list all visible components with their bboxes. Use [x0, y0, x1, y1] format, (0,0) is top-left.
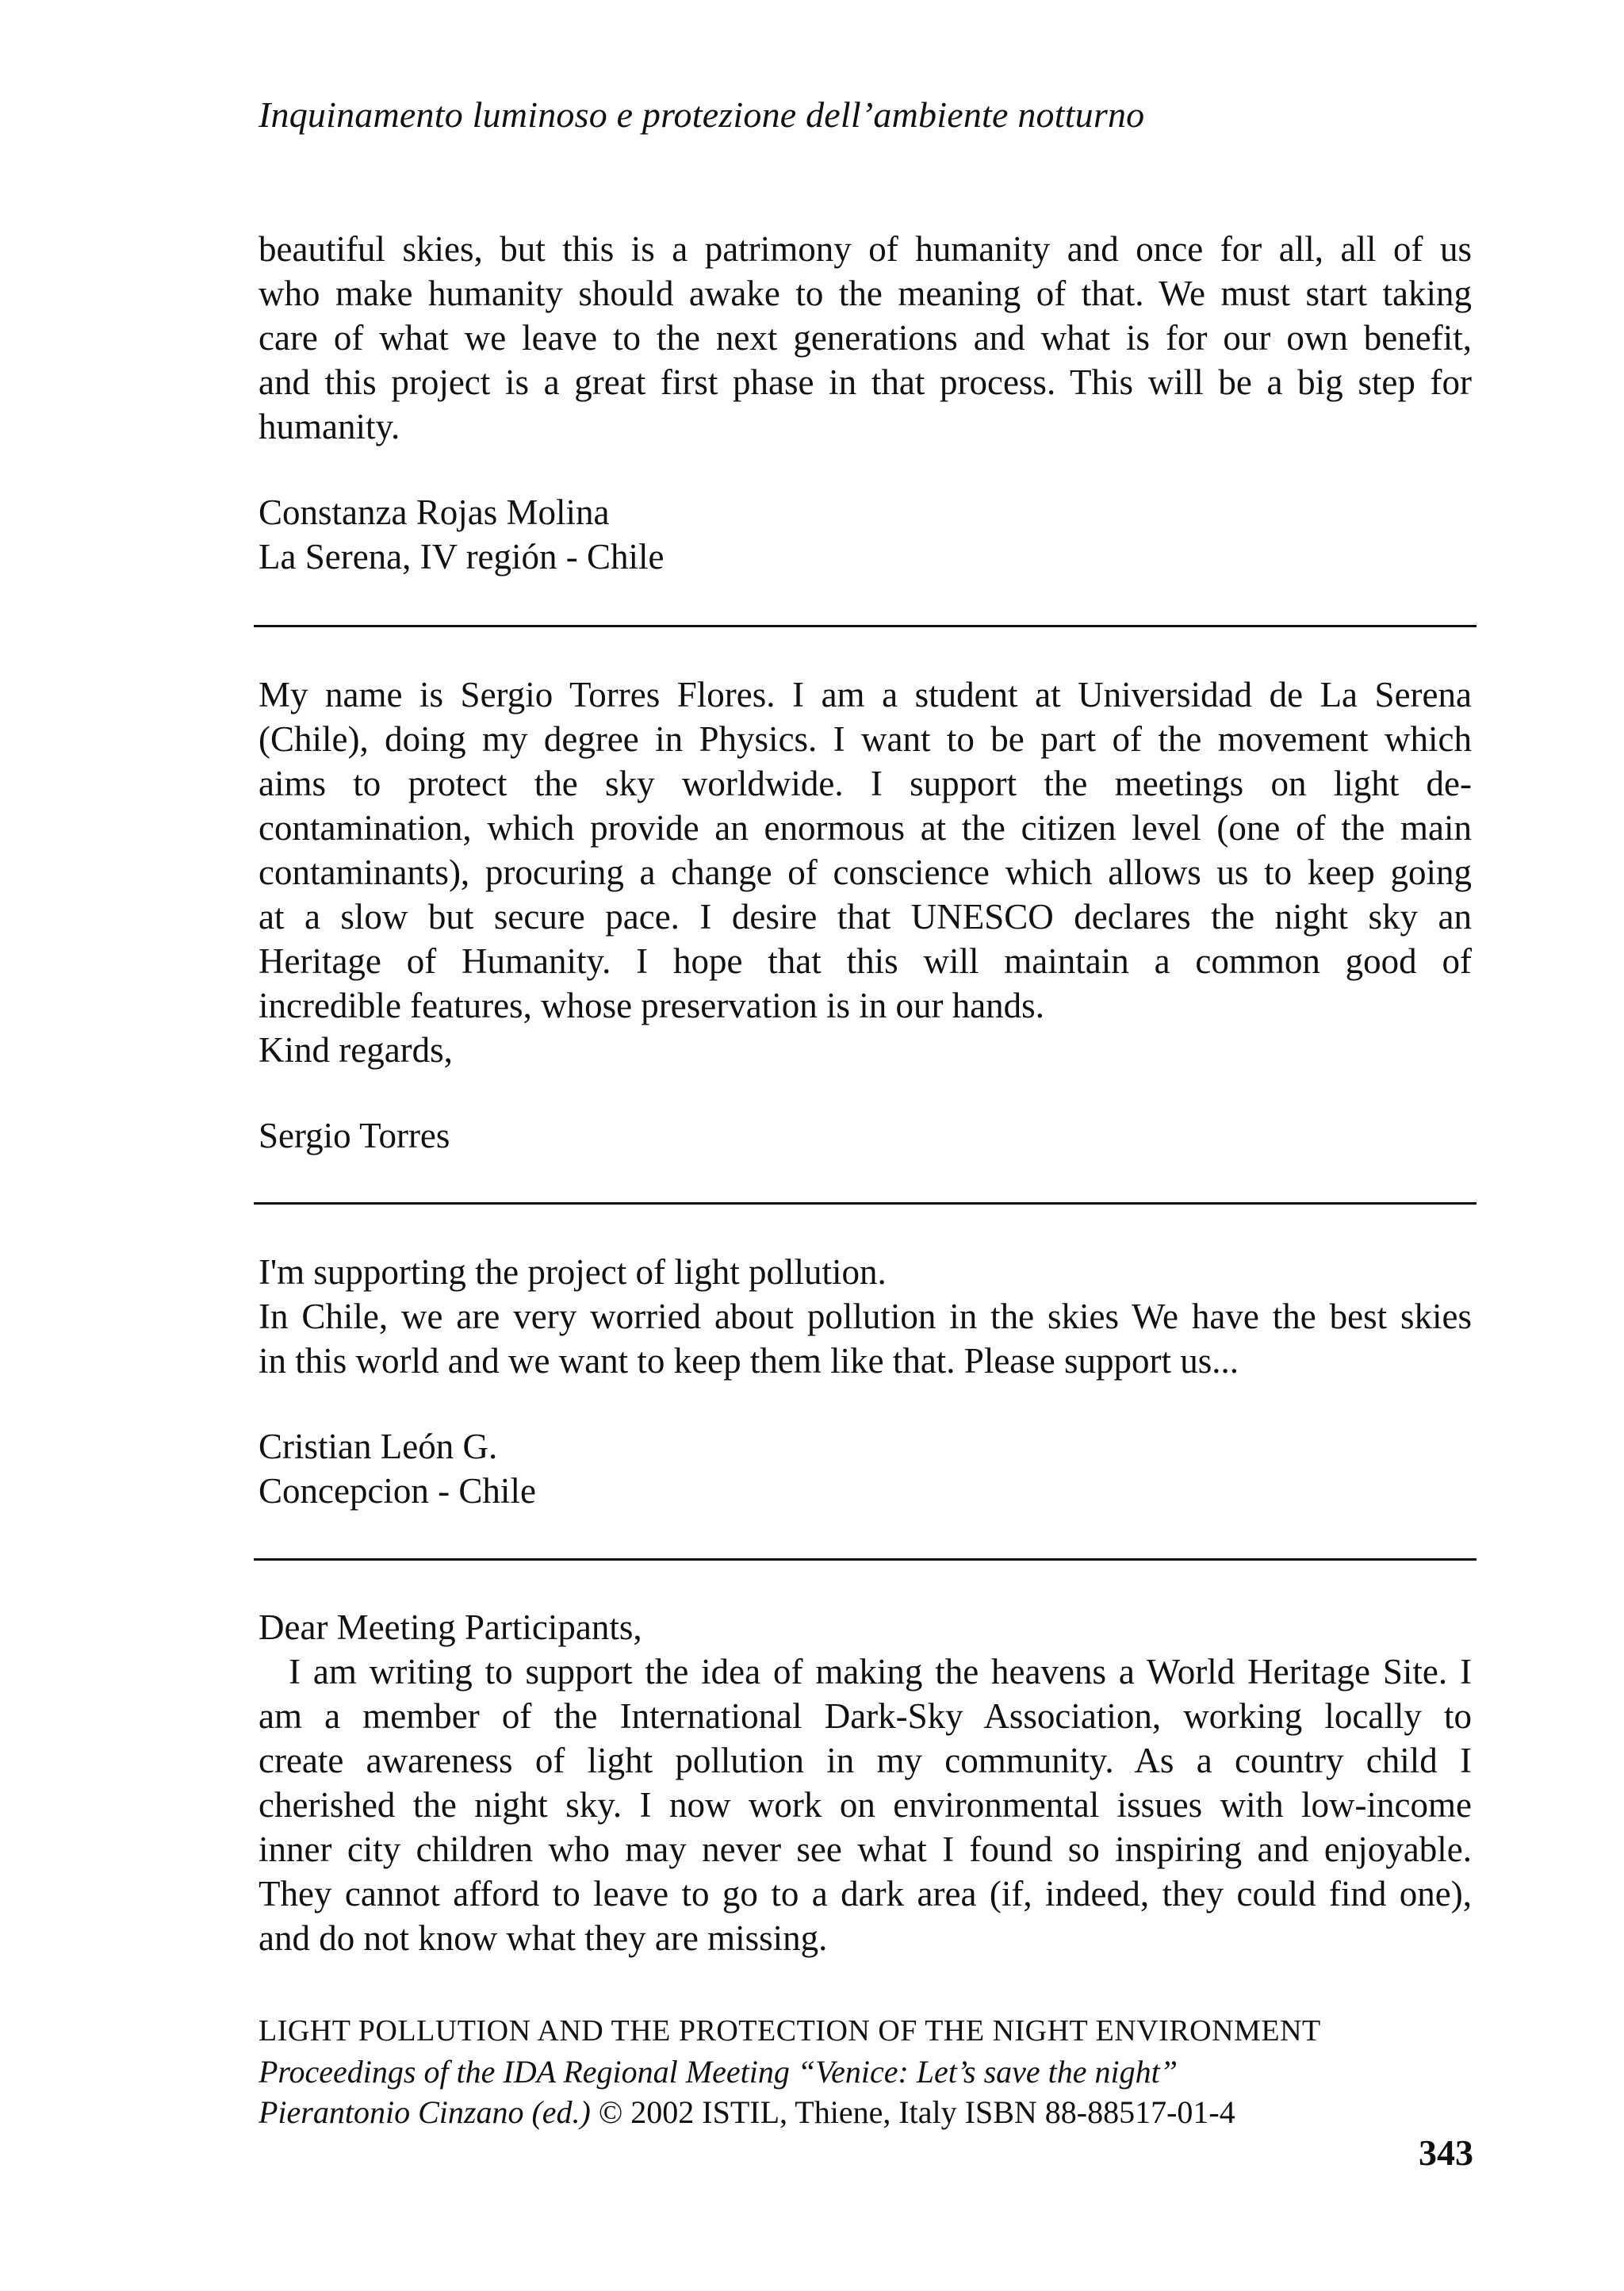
letter-cristian	[259, 1250, 1472, 1513]
text-line: (Chile), doing my degree in Physics. I want to be part of the movement which	[259, 719, 1472, 759]
text-line: My name is Sergio Torres Flores. I am a student at Universidad de La Serena	[259, 675, 1472, 715]
section-divider	[254, 625, 1477, 627]
running-header: Inquinamento luminoso e protezione dell’ambiente notturno	[259, 94, 1145, 135]
editor-line	[259, 2092, 1472, 2132]
text-line: Heritage of Humanity. I hope that this will maintain a common good of	[259, 941, 1472, 981]
text-line: contamination, which provide an enormous at the citizen level (one of the main	[259, 808, 1472, 848]
page-footer	[259, 2011, 1472, 2132]
signature-place: La Serena, IV región - Chile	[259, 537, 665, 577]
text-line: care of what we leave to the next generations and what is for our own benefit,	[259, 318, 1472, 358]
letter-constanza	[259, 227, 1472, 579]
section-divider	[254, 1558, 1477, 1561]
signature-name: Cristian León G.	[259, 1427, 498, 1466]
copyright: © 2002 ISTIL, Thiene, Italy ISBN 88-88517-01-4	[590, 2094, 1235, 2130]
text-line: They cannot afford to leave to go to a dark area (if, indeed, they could find one),	[259, 1874, 1472, 1914]
closing: Kind regards,	[259, 1030, 453, 1070]
text-line: beautiful skies, but this is a patrimony of humanity and once for all, all of us	[259, 229, 1472, 269]
letter-dear-participants	[259, 1605, 1472, 1960]
text-line: who make humanity should awake to the meaning of that. We must start taking	[259, 274, 1472, 313]
text-line: incredible features, whose preservation is in our hands.	[259, 986, 1044, 1025]
signature-place: Concepcion - Chile	[259, 1471, 536, 1511]
series-title: LIGHT POLLUTION AND THE PROTECTION OF THE NIGHT ENVIRONMENT	[259, 2014, 1321, 2048]
text-line: and do not know what they are missing.	[259, 1918, 828, 1958]
text-line: In Chile, we are very worried about pollution in the skies We have the best skies	[259, 1297, 1472, 1336]
text-line: create awareness of light pollution in my community. As a country child I	[259, 1741, 1472, 1780]
page-number: 343	[1419, 2132, 1473, 2173]
signature-name: Sergio Torres	[259, 1116, 450, 1155]
signature-name: Constanza Rojas Molina	[259, 492, 610, 532]
text-line: in this world and we want to keep them like that. Please support us...	[259, 1341, 1239, 1381]
section-divider	[254, 1202, 1477, 1205]
text-line: I am writing to support the idea of making the heavens a World Heritage Site. I	[289, 1652, 1472, 1691]
editor: Pierantonio Cinzano (ed.)	[259, 2094, 591, 2130]
letter-sergio	[259, 672, 1472, 1158]
text-line: humanity.	[259, 407, 400, 446]
greeting: Dear Meeting Participants,	[259, 1607, 642, 1647]
text-line: at a slow but secure pace. I desire that UNESCO declares the night sky an	[259, 897, 1472, 937]
text-line: and this project is a great first phase in that process. This will be a big step for	[259, 362, 1472, 402]
text-line: contaminants), procuring a change of conscience which allows us to keep going	[259, 852, 1472, 892]
text-line: cherished the night sky. I now work on environmental issues with low-income	[259, 1785, 1472, 1825]
text-line: am a member of the International Dark-Sky Association, working locally to	[259, 1696, 1472, 1736]
text-line: inner city children who may never see what I found so inspiring and enjoyable.	[259, 1829, 1472, 1869]
text-line: aims to protect the sky worldwide. I support the meetings on light de-	[259, 764, 1472, 803]
text-line: I'm supporting the project of light pollution.	[259, 1252, 887, 1292]
proceedings-line: Proceedings of the IDA Regional Meeting “Venice: Let’s save the night”	[259, 2054, 1178, 2090]
